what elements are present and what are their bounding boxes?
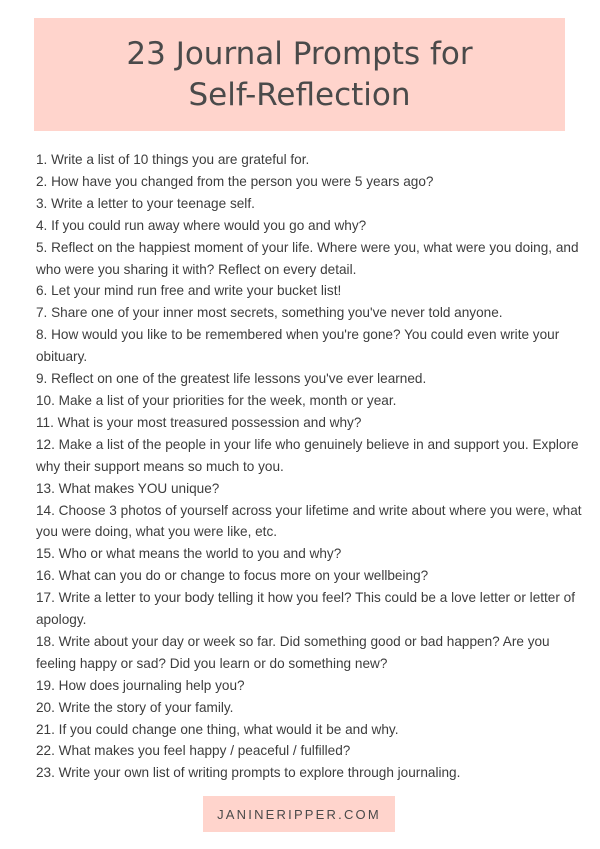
prompt-item: 9. Reflect on one of the greatest life lessons you've ever learned.: [36, 371, 427, 387]
prompt-item: 6. Let your mind run free and write your bucket list!: [36, 283, 342, 299]
prompt-item: 16. What can you do or change to focus more on your wellbeing?: [36, 568, 429, 584]
prompt-item: 22. What makes you feel happy / peaceful / fulfilled?: [36, 743, 351, 759]
page-title: [126, 34, 472, 116]
website-badge: JANINERIPPER.COM: [203, 796, 395, 832]
prompt-item: 19. How does journaling help you?: [36, 677, 245, 693]
page-title-line-1: 23 Journal Prompts for: [126, 35, 473, 72]
prompt-item: 23. Write your own list of writing prompts to explore through journaling.: [36, 765, 461, 781]
prompt-list: [36, 149, 592, 784]
prompt-item: 2. How have you changed from the person you were 5 years ago?: [36, 173, 434, 189]
prompt-item: 21. If you could change one thing, what would it be and why.: [36, 721, 399, 737]
prompt-item: 5. Reflect on the happiest moment of your life. Where were you, what were you doing, and who were you sharing it with? Reflect on every detail.: [36, 239, 579, 277]
title-banner: [34, 18, 565, 131]
prompt-item: 20. Write the story of your family.: [36, 699, 234, 715]
prompt-item: 12. Make a list of the people in your life who genuinely believe in and support you. Explore why their support means so much to you.: [36, 436, 579, 474]
prompt-item: 10. Make a list of your priorities for the week, month or year.: [36, 392, 397, 408]
prompt-item: 18. Write about your day or week so far. Did something good or bad happen? Are you feeling happy or sad? Did you learn or do something new?: [36, 633, 550, 671]
prompt-item: 4. If you could run away where would you go and why?: [36, 217, 367, 233]
prompt-item: 13. What makes YOU unique?: [36, 480, 220, 496]
prompt-item: 8. How would you like to be remembered when you're gone? You could even write your obituary.: [36, 327, 560, 365]
prompt-item: 15. Who or what means the world to you and why?: [36, 546, 342, 562]
prompt-item: 17. Write a letter to your body telling it how you feel? This could be a love letter or letter of apology.: [36, 590, 576, 628]
prompt-item: 14. Choose 3 photos of yourself across your lifetime and write about where you were, what you were doing, what you were like, etc.: [36, 502, 582, 540]
prompt-item: 3. Write a letter to your teenage self.: [36, 195, 255, 211]
prompt-item: 7. Share one of your inner most secrets, something you've never told anyone.: [36, 305, 503, 321]
page-title-line-2: Self-Reflection: [188, 76, 411, 113]
prompt-item: 11. What is your most treasured possession and why?: [36, 414, 362, 430]
prompt-item: 1. Write a list of 10 things you are grateful for.: [36, 152, 310, 167]
